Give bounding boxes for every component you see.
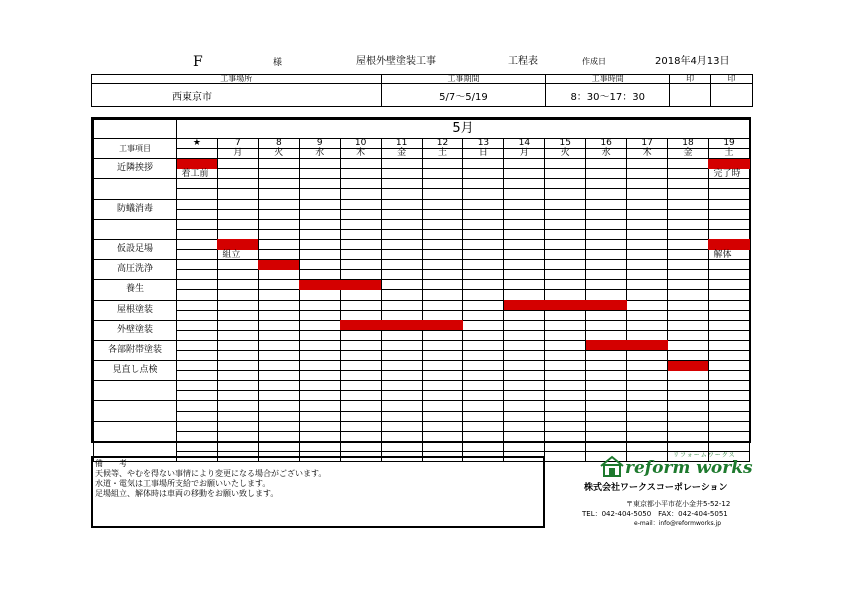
day-of-week: 月 — [217, 149, 258, 159]
grid-cell — [504, 441, 545, 451]
grid-cell — [299, 441, 340, 451]
schedule-bar — [177, 159, 218, 169]
grid-cell — [258, 441, 299, 451]
task-label: 各部附帯塗装 — [94, 340, 177, 360]
grid-cell — [545, 441, 586, 451]
day-of-week: 水 — [586, 149, 627, 159]
logo-ruby: リフォームワークス — [673, 452, 736, 459]
company-email: e-mail：info@reformworks.jp — [634, 520, 722, 527]
schedule-bar — [217, 239, 258, 249]
bar-label: 解体 — [713, 249, 732, 260]
task-label: 防蟻消毒 — [94, 199, 177, 219]
notes-line-3: 足場組立、解体時は車両の移動をお願い致します。 — [95, 489, 279, 498]
task-label: 養生 — [94, 280, 177, 300]
logo-text: reform works — [625, 458, 753, 478]
day-of-week: 土 — [422, 149, 463, 159]
notes-line-1: 天候等、やむを得ない事情により変更になる場合がございます。 — [95, 469, 327, 478]
day-number: 19 — [708, 139, 749, 149]
day-number: 15 — [545, 139, 586, 149]
bar-label: 組立 — [222, 249, 241, 260]
day-of-week: 月 — [504, 149, 545, 159]
day-of-week: 火 — [258, 149, 299, 159]
grid-cell — [177, 441, 218, 451]
task-label: 外壁塗装 — [94, 320, 177, 340]
day-number: 16 — [586, 139, 627, 149]
day-number: 12 — [422, 139, 463, 149]
schedule-bar — [708, 159, 749, 169]
task-label: 仮設足場 — [94, 239, 177, 259]
schedule-bar — [299, 280, 381, 290]
day-number: 8 — [258, 139, 299, 149]
day-number: 9 — [299, 139, 340, 149]
created-label: 作成日 — [582, 57, 606, 66]
day-number: ★ — [177, 139, 218, 149]
day-number: 7 — [217, 139, 258, 149]
notes-title: 備 考 — [95, 459, 127, 468]
day-of-week: 土 — [708, 149, 749, 159]
month-label: 5月 — [177, 120, 750, 139]
day-of-week: 水 — [299, 149, 340, 159]
item-header: 工事項目 — [94, 139, 177, 159]
day-of-week: 火 — [545, 149, 586, 159]
work-title: 屋根外壁塗装工事 — [356, 56, 436, 67]
grid-cell — [627, 441, 668, 451]
day-of-week: 金 — [381, 149, 422, 159]
day-number: 18 — [668, 139, 709, 149]
grid-cell — [381, 441, 422, 451]
notes-line-2: 水道・電気は工事場所支給でお願いいたします。 — [95, 479, 271, 488]
task-label: 高圧洗浄 — [94, 260, 177, 280]
day-of-week: 日 — [463, 149, 504, 159]
created-date: 2018年4月13日 — [655, 56, 730, 67]
task-label: 屋根塗装 — [94, 300, 177, 320]
honorific: 様 — [273, 58, 283, 68]
hours-label: 工事時間 — [546, 75, 670, 84]
seal-box-1 — [670, 84, 711, 107]
schedule-bar — [586, 340, 668, 350]
seal-box-2 — [711, 84, 753, 107]
seal-label-2: 印 — [711, 75, 753, 84]
task-label: 近隣挨拶 — [94, 159, 177, 179]
notes-box — [91, 456, 545, 528]
doc-title: 工程表 — [508, 56, 538, 67]
seal-label-1: 印 — [670, 75, 711, 84]
info-table — [91, 74, 753, 107]
day-of-week: 木 — [340, 149, 381, 159]
grid-cell — [708, 441, 749, 451]
schedule-bar — [258, 260, 299, 270]
site-value: 西東京市 — [92, 84, 382, 107]
grid-cell — [545, 451, 586, 461]
grid-cell — [422, 441, 463, 451]
day-number: 13 — [463, 139, 504, 149]
company-tel-fax: TEL：042-404-5050 FAX：042-404-5051 — [582, 510, 728, 518]
day-number: 11 — [381, 139, 422, 149]
day-of-week: 木 — [627, 149, 668, 159]
task-label: 見直し点検 — [94, 361, 177, 381]
site-label: 工事場所 — [92, 75, 382, 84]
schedule-bar — [668, 361, 709, 371]
period-label: 工事期間 — [381, 75, 546, 84]
house-logo-icon — [599, 455, 625, 477]
grid-cell — [668, 441, 709, 451]
day-of-week: 金 — [668, 149, 709, 159]
customer-initial: F — [193, 54, 203, 70]
company-address: 〒東京都小平市花小金井5-52-12 — [626, 500, 731, 508]
schedule-bar — [340, 320, 463, 330]
grid-cell — [340, 441, 381, 451]
day-number: 14 — [504, 139, 545, 149]
bar-label: 完了時 — [713, 168, 741, 179]
bar-label: 着工前 — [181, 168, 209, 179]
period-value: 5/7～5/19 — [381, 84, 546, 107]
schedule-chart — [91, 117, 751, 443]
schedule-bar — [708, 239, 749, 249]
grid-cell — [586, 441, 627, 451]
grid-cell — [217, 441, 258, 451]
day-number: 10 — [340, 139, 381, 149]
schedule-bar — [504, 300, 627, 310]
hours-value: 8：30～17：30 — [546, 84, 670, 107]
day-number: 17 — [627, 139, 668, 149]
company-name: 株式会社ワークスコーポレーション — [584, 483, 728, 493]
grid-cell — [463, 441, 504, 451]
